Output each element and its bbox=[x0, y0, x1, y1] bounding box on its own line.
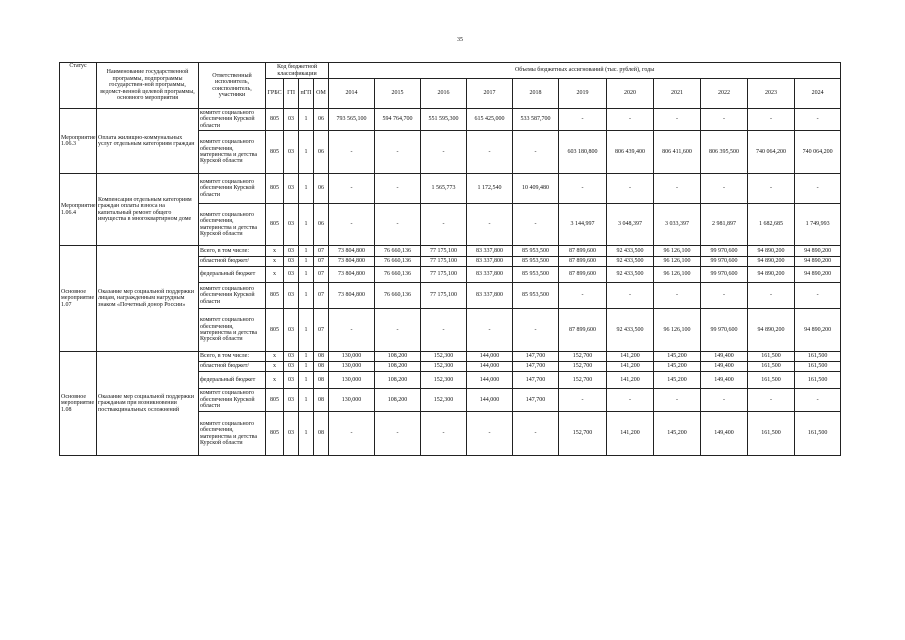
value-cell: 92 433,500 bbox=[607, 309, 654, 352]
value-cell: 147,700 bbox=[513, 352, 559, 362]
value-cell: 594 764,700 bbox=[375, 109, 421, 131]
value-cell: 87 899,600 bbox=[559, 257, 607, 267]
value-cell: - bbox=[467, 309, 513, 352]
value-cell: 161,500 bbox=[795, 412, 841, 456]
value-cell: 145,200 bbox=[654, 352, 701, 362]
code-cell: 03 bbox=[284, 246, 299, 257]
responsible-cell: федеральный бюджет bbox=[199, 267, 266, 283]
value-cell: - bbox=[607, 174, 654, 204]
code-cell: 06 bbox=[314, 174, 329, 204]
value-cell: 161,500 bbox=[748, 362, 795, 372]
value-cell: 130,000 bbox=[329, 362, 375, 372]
code-cell: 1 bbox=[299, 309, 314, 352]
value-cell: 94 890,200 bbox=[795, 309, 841, 352]
code-cell: x bbox=[266, 257, 284, 267]
value-cell: - bbox=[654, 389, 701, 412]
responsible-cell: комитет социального обеспечения, материнства и детства Курской области bbox=[199, 309, 266, 352]
value-cell: 130,000 bbox=[329, 352, 375, 362]
value-cell: 141,200 bbox=[607, 412, 654, 456]
code-cell: 06 bbox=[314, 204, 329, 246]
value-cell: 94 890,200 bbox=[748, 309, 795, 352]
value-cell: 99 970,600 bbox=[701, 267, 748, 283]
value-cell: 149,400 bbox=[701, 412, 748, 456]
year-header: 2024 bbox=[795, 79, 841, 109]
value-cell: 130,000 bbox=[329, 372, 375, 389]
value-cell: 615 425,000 bbox=[467, 109, 513, 131]
code-cell: x bbox=[266, 362, 284, 372]
responsible-cell: комитет социального обеспечения, материнства и детства Курской области bbox=[199, 204, 266, 246]
value-cell: 141,200 bbox=[607, 362, 654, 372]
value-cell: 92 433,500 bbox=[607, 257, 654, 267]
value-cell: - bbox=[701, 389, 748, 412]
value-cell: - bbox=[748, 109, 795, 131]
value-cell: 152,700 bbox=[559, 372, 607, 389]
value-cell: - bbox=[795, 174, 841, 204]
value-cell: 92 433,500 bbox=[607, 267, 654, 283]
value-cell: 99 970,600 bbox=[701, 309, 748, 352]
value-cell: 83 337,800 bbox=[467, 257, 513, 267]
code-cell: 03 bbox=[284, 257, 299, 267]
value-cell: 96 126,100 bbox=[654, 309, 701, 352]
value-cell: 147,700 bbox=[513, 389, 559, 412]
value-cell: - bbox=[329, 309, 375, 352]
value-cell: 152,700 bbox=[559, 352, 607, 362]
value-cell: 77 175,100 bbox=[421, 246, 467, 257]
value-cell: 152,300 bbox=[421, 352, 467, 362]
value-cell: - bbox=[375, 204, 421, 246]
value-cell: - bbox=[329, 412, 375, 456]
value-cell: 76 660,136 bbox=[375, 283, 421, 309]
year-header: 2015 bbox=[375, 79, 421, 109]
value-cell: 740 064,200 bbox=[795, 131, 841, 174]
name-cell: Оказание мер социальной поддержки гражданам при возникновении поствакцинальных осложнений bbox=[97, 352, 199, 456]
name-cell: Оказание мер социальной поддержки лицам, награжденным нагрудным знаком «Почетный донор России» bbox=[97, 246, 199, 352]
code-cell: 1 bbox=[299, 267, 314, 283]
value-cell: - bbox=[375, 412, 421, 456]
budget-code-header: Код бюджетной классификации bbox=[266, 63, 329, 79]
value-cell: 1 682,685 bbox=[748, 204, 795, 246]
value-cell: - bbox=[375, 309, 421, 352]
value-cell: 145,200 bbox=[654, 412, 701, 456]
responsible-cell: федеральный бюджет bbox=[199, 372, 266, 389]
value-cell: 147,700 bbox=[513, 362, 559, 372]
value-cell: - bbox=[701, 109, 748, 131]
page-number: 35 bbox=[457, 37, 463, 43]
table-row bbox=[60, 246, 841, 257]
code-cell: 1 bbox=[299, 352, 314, 362]
value-cell: 806 439,400 bbox=[607, 131, 654, 174]
code-cell: 1 bbox=[299, 257, 314, 267]
value-cell: 85 953,500 bbox=[513, 246, 559, 257]
value-cell: 92 433,500 bbox=[607, 246, 654, 257]
code-cell: 08 bbox=[314, 372, 329, 389]
value-cell: 73 804,800 bbox=[329, 246, 375, 257]
value-cell: 161,500 bbox=[748, 352, 795, 362]
value-cell: 603 180,800 bbox=[559, 131, 607, 174]
value-cell: - bbox=[421, 131, 467, 174]
code-cell: 03 bbox=[284, 352, 299, 362]
responsible-cell: Всего, в том числе: bbox=[199, 352, 266, 362]
value-cell: 152,300 bbox=[421, 389, 467, 412]
code-cell: x bbox=[266, 246, 284, 257]
code-cell: 07 bbox=[314, 246, 329, 257]
code-cell: 03 bbox=[284, 372, 299, 389]
code-cell: x bbox=[266, 372, 284, 389]
status-header: Статус bbox=[60, 63, 97, 109]
value-cell: 108,200 bbox=[375, 389, 421, 412]
year-header: 2018 bbox=[513, 79, 559, 109]
year-header: 2016 bbox=[421, 79, 467, 109]
responsible-cell: комитет социального обеспечения Курской области bbox=[199, 389, 266, 412]
value-cell: 96 126,100 bbox=[654, 267, 701, 283]
value-cell: - bbox=[795, 109, 841, 131]
code-cell: 1 bbox=[299, 362, 314, 372]
value-cell: 149,400 bbox=[701, 352, 748, 362]
value-cell: - bbox=[748, 174, 795, 204]
value-cell: - bbox=[467, 204, 513, 246]
value-cell: 77 175,100 bbox=[421, 267, 467, 283]
code-cell: 07 bbox=[314, 267, 329, 283]
value-cell: - bbox=[467, 131, 513, 174]
status-cell: Мероприятие 1.06.4 bbox=[60, 174, 97, 246]
responsible-cell: областной бюджет/ bbox=[199, 362, 266, 372]
value-cell: - bbox=[559, 109, 607, 131]
value-cell: 83 337,800 bbox=[467, 267, 513, 283]
year-header: 2019 bbox=[559, 79, 607, 109]
code-cell: 805 bbox=[266, 174, 284, 204]
value-cell: 83 337,800 bbox=[467, 283, 513, 309]
value-cell: 87 899,600 bbox=[559, 267, 607, 283]
value-cell: 94 890,200 bbox=[795, 246, 841, 257]
code-cell: 1 bbox=[299, 389, 314, 412]
value-cell: 806 411,600 bbox=[654, 131, 701, 174]
responsible-cell: комитет социального обеспечения, материнства и детства Курской области bbox=[199, 412, 266, 456]
code-cell: 1 bbox=[299, 109, 314, 131]
code-cell: 03 bbox=[284, 204, 299, 246]
responsible-cell: комитет социального обеспечения Курской области bbox=[199, 174, 266, 204]
status-cell: Мероприятие 1.06.3 bbox=[60, 109, 97, 174]
value-cell: 96 126,100 bbox=[654, 246, 701, 257]
value-cell: 152,300 bbox=[421, 362, 467, 372]
table-row bbox=[60, 109, 841, 131]
value-cell: 533 587,700 bbox=[513, 109, 559, 131]
value-cell: - bbox=[421, 204, 467, 246]
value-cell: 10 409,480 bbox=[513, 174, 559, 204]
value-cell: 73 804,800 bbox=[329, 283, 375, 309]
responsible-cell: комитет социального обеспечения Курской области bbox=[199, 109, 266, 131]
value-cell: 85 953,500 bbox=[513, 267, 559, 283]
value-cell: 77 175,100 bbox=[421, 283, 467, 309]
budget-table bbox=[59, 62, 841, 456]
code-cell: 1 bbox=[299, 283, 314, 309]
value-cell: 94 890,200 bbox=[748, 246, 795, 257]
code-cell: 06 bbox=[314, 109, 329, 131]
value-cell: 551 595,300 bbox=[421, 109, 467, 131]
value-cell: 152,700 bbox=[559, 412, 607, 456]
year-header: 2023 bbox=[748, 79, 795, 109]
code-cell: 805 bbox=[266, 283, 284, 309]
value-cell: - bbox=[701, 283, 748, 309]
code-cell: 1 bbox=[299, 246, 314, 257]
code-cell: 1 bbox=[299, 131, 314, 174]
code-cell: 03 bbox=[284, 267, 299, 283]
value-cell: - bbox=[329, 204, 375, 246]
value-cell: - bbox=[701, 174, 748, 204]
value-cell: 3 048,397 bbox=[607, 204, 654, 246]
code-cell: 1 bbox=[299, 174, 314, 204]
value-cell: - bbox=[513, 309, 559, 352]
value-cell: 141,200 bbox=[607, 372, 654, 389]
value-cell: 806 395,500 bbox=[701, 131, 748, 174]
code-cell: 03 bbox=[284, 412, 299, 456]
value-cell: 73 804,800 bbox=[329, 257, 375, 267]
value-cell: - bbox=[748, 389, 795, 412]
value-cell: 144,000 bbox=[467, 389, 513, 412]
value-cell: 87 899,600 bbox=[559, 246, 607, 257]
responsible-cell: областной бюджет/ bbox=[199, 257, 266, 267]
code-cell: 07 bbox=[314, 257, 329, 267]
responsible-cell: комитет социального обеспечения Курской области bbox=[199, 283, 266, 309]
value-cell: 3 144,997 bbox=[559, 204, 607, 246]
value-cell: - bbox=[654, 174, 701, 204]
value-cell: - bbox=[467, 412, 513, 456]
year-header: 2021 bbox=[654, 79, 701, 109]
value-cell: - bbox=[795, 283, 841, 309]
code-cell: 08 bbox=[314, 412, 329, 456]
value-cell: 144,000 bbox=[467, 372, 513, 389]
name-cell: Компенсация отдельным категориям граждан оплаты взноса на капитальный ремонт общего имущества в многоквартирном доме bbox=[97, 174, 199, 246]
value-cell: - bbox=[513, 204, 559, 246]
value-cell: 1 565,773 bbox=[421, 174, 467, 204]
code-col-header: ОМ bbox=[314, 79, 329, 109]
code-cell: 03 bbox=[284, 174, 299, 204]
value-cell: 145,200 bbox=[654, 362, 701, 372]
value-cell: 99 970,600 bbox=[701, 246, 748, 257]
value-cell: - bbox=[607, 283, 654, 309]
status-cell: Основное мероприятие 1.08 bbox=[60, 352, 97, 456]
value-cell: 152,300 bbox=[421, 372, 467, 389]
code-col-header: пГП bbox=[299, 79, 314, 109]
value-cell: 145,200 bbox=[654, 372, 701, 389]
value-cell: 147,700 bbox=[513, 372, 559, 389]
code-cell: 805 bbox=[266, 309, 284, 352]
code-cell: 1 bbox=[299, 412, 314, 456]
value-cell: 87 899,600 bbox=[559, 309, 607, 352]
value-cell: 141,200 bbox=[607, 352, 654, 362]
code-cell: 08 bbox=[314, 352, 329, 362]
value-cell: 85 953,500 bbox=[513, 283, 559, 309]
value-cell: - bbox=[607, 109, 654, 131]
year-header: 2017 bbox=[467, 79, 513, 109]
code-cell: 805 bbox=[266, 412, 284, 456]
value-cell: 76 660,136 bbox=[375, 246, 421, 257]
value-cell: 76 660,136 bbox=[375, 257, 421, 267]
value-cell: 2 981,897 bbox=[701, 204, 748, 246]
value-cell: 793 565,100 bbox=[329, 109, 375, 131]
volumes-header: Объемы бюджетных ассигнований (тыс. рублей), годы bbox=[329, 63, 841, 79]
code-cell: 805 bbox=[266, 109, 284, 131]
value-cell: - bbox=[421, 412, 467, 456]
value-cell: - bbox=[795, 389, 841, 412]
value-cell: 1 172,540 bbox=[467, 174, 513, 204]
table-row bbox=[60, 352, 841, 362]
code-cell: 1 bbox=[299, 204, 314, 246]
value-cell: 76 660,136 bbox=[375, 267, 421, 283]
value-cell: 96 126,100 bbox=[654, 257, 701, 267]
value-cell: 161,500 bbox=[748, 412, 795, 456]
year-header: 2022 bbox=[701, 79, 748, 109]
value-cell: - bbox=[559, 389, 607, 412]
code-cell: 805 bbox=[266, 131, 284, 174]
value-cell: 99 970,600 bbox=[701, 257, 748, 267]
value-cell: 161,500 bbox=[748, 372, 795, 389]
code-cell: 08 bbox=[314, 362, 329, 372]
code-cell: 03 bbox=[284, 131, 299, 174]
code-col-header: ГРБС bbox=[266, 79, 284, 109]
code-col-header: ГП bbox=[284, 79, 299, 109]
value-cell: 94 890,200 bbox=[795, 267, 841, 283]
value-cell: - bbox=[607, 389, 654, 412]
table-row bbox=[60, 174, 841, 204]
value-cell: 144,000 bbox=[467, 352, 513, 362]
value-cell: 149,400 bbox=[701, 362, 748, 372]
year-header: 2014 bbox=[329, 79, 375, 109]
value-cell: - bbox=[329, 174, 375, 204]
value-cell: 73 804,800 bbox=[329, 267, 375, 283]
value-cell: - bbox=[748, 283, 795, 309]
code-cell: 03 bbox=[284, 389, 299, 412]
value-cell: - bbox=[375, 131, 421, 174]
value-cell: - bbox=[654, 283, 701, 309]
value-cell: 94 890,200 bbox=[748, 257, 795, 267]
code-cell: 07 bbox=[314, 309, 329, 352]
responsible-cell: Всего, в том числе: bbox=[199, 246, 266, 257]
value-cell: 108,200 bbox=[375, 352, 421, 362]
value-cell: - bbox=[421, 309, 467, 352]
value-cell: 161,500 bbox=[795, 372, 841, 389]
value-cell: 108,200 bbox=[375, 362, 421, 372]
value-cell: 144,000 bbox=[467, 362, 513, 372]
value-cell: 83 337,800 bbox=[467, 246, 513, 257]
status-cell: Основное мероприятие 1.07 bbox=[60, 246, 97, 352]
year-header: 2020 bbox=[607, 79, 654, 109]
value-cell: 94 890,200 bbox=[748, 267, 795, 283]
code-cell: 03 bbox=[284, 309, 299, 352]
code-cell: 1 bbox=[299, 372, 314, 389]
value-cell: 94 890,200 bbox=[795, 257, 841, 267]
responsible-header: Ответственный исполнитель, соисполнитель, участники bbox=[199, 63, 266, 109]
code-cell: 08 bbox=[314, 389, 329, 412]
code-cell: 805 bbox=[266, 389, 284, 412]
code-cell: 805 bbox=[266, 204, 284, 246]
code-cell: x bbox=[266, 352, 284, 362]
value-cell: - bbox=[513, 131, 559, 174]
code-cell: 03 bbox=[284, 109, 299, 131]
value-cell: 161,500 bbox=[795, 362, 841, 372]
responsible-cell: комитет социального обеспечения, материнства и детства Курской области bbox=[199, 131, 266, 174]
value-cell: - bbox=[559, 283, 607, 309]
value-cell: - bbox=[513, 412, 559, 456]
code-cell: 07 bbox=[314, 283, 329, 309]
code-cell: 03 bbox=[284, 362, 299, 372]
code-cell: 06 bbox=[314, 131, 329, 174]
value-cell: 740 064,200 bbox=[748, 131, 795, 174]
code-cell: x bbox=[266, 267, 284, 283]
code-cell: 03 bbox=[284, 283, 299, 309]
value-cell: 77 175,100 bbox=[421, 257, 467, 267]
value-cell: - bbox=[654, 109, 701, 131]
value-cell: 161,500 bbox=[795, 352, 841, 362]
value-cell: 3 033,397 bbox=[654, 204, 701, 246]
value-cell: - bbox=[375, 174, 421, 204]
value-cell: 1 749,993 bbox=[795, 204, 841, 246]
value-cell: 149,400 bbox=[701, 372, 748, 389]
value-cell: 85 953,500 bbox=[513, 257, 559, 267]
value-cell: - bbox=[559, 174, 607, 204]
name-header: Наименование государственной программы, подпрограммы государствен-ной программы, ведомст-венной целевой программы, основного мероприятия bbox=[97, 63, 199, 109]
value-cell: - bbox=[329, 131, 375, 174]
value-cell: 108,200 bbox=[375, 372, 421, 389]
name-cell: Оплата жилищно-коммунальных услуг отдельным категориям граждан bbox=[97, 109, 199, 174]
value-cell: 130,000 bbox=[329, 389, 375, 412]
value-cell: 152,700 bbox=[559, 362, 607, 372]
